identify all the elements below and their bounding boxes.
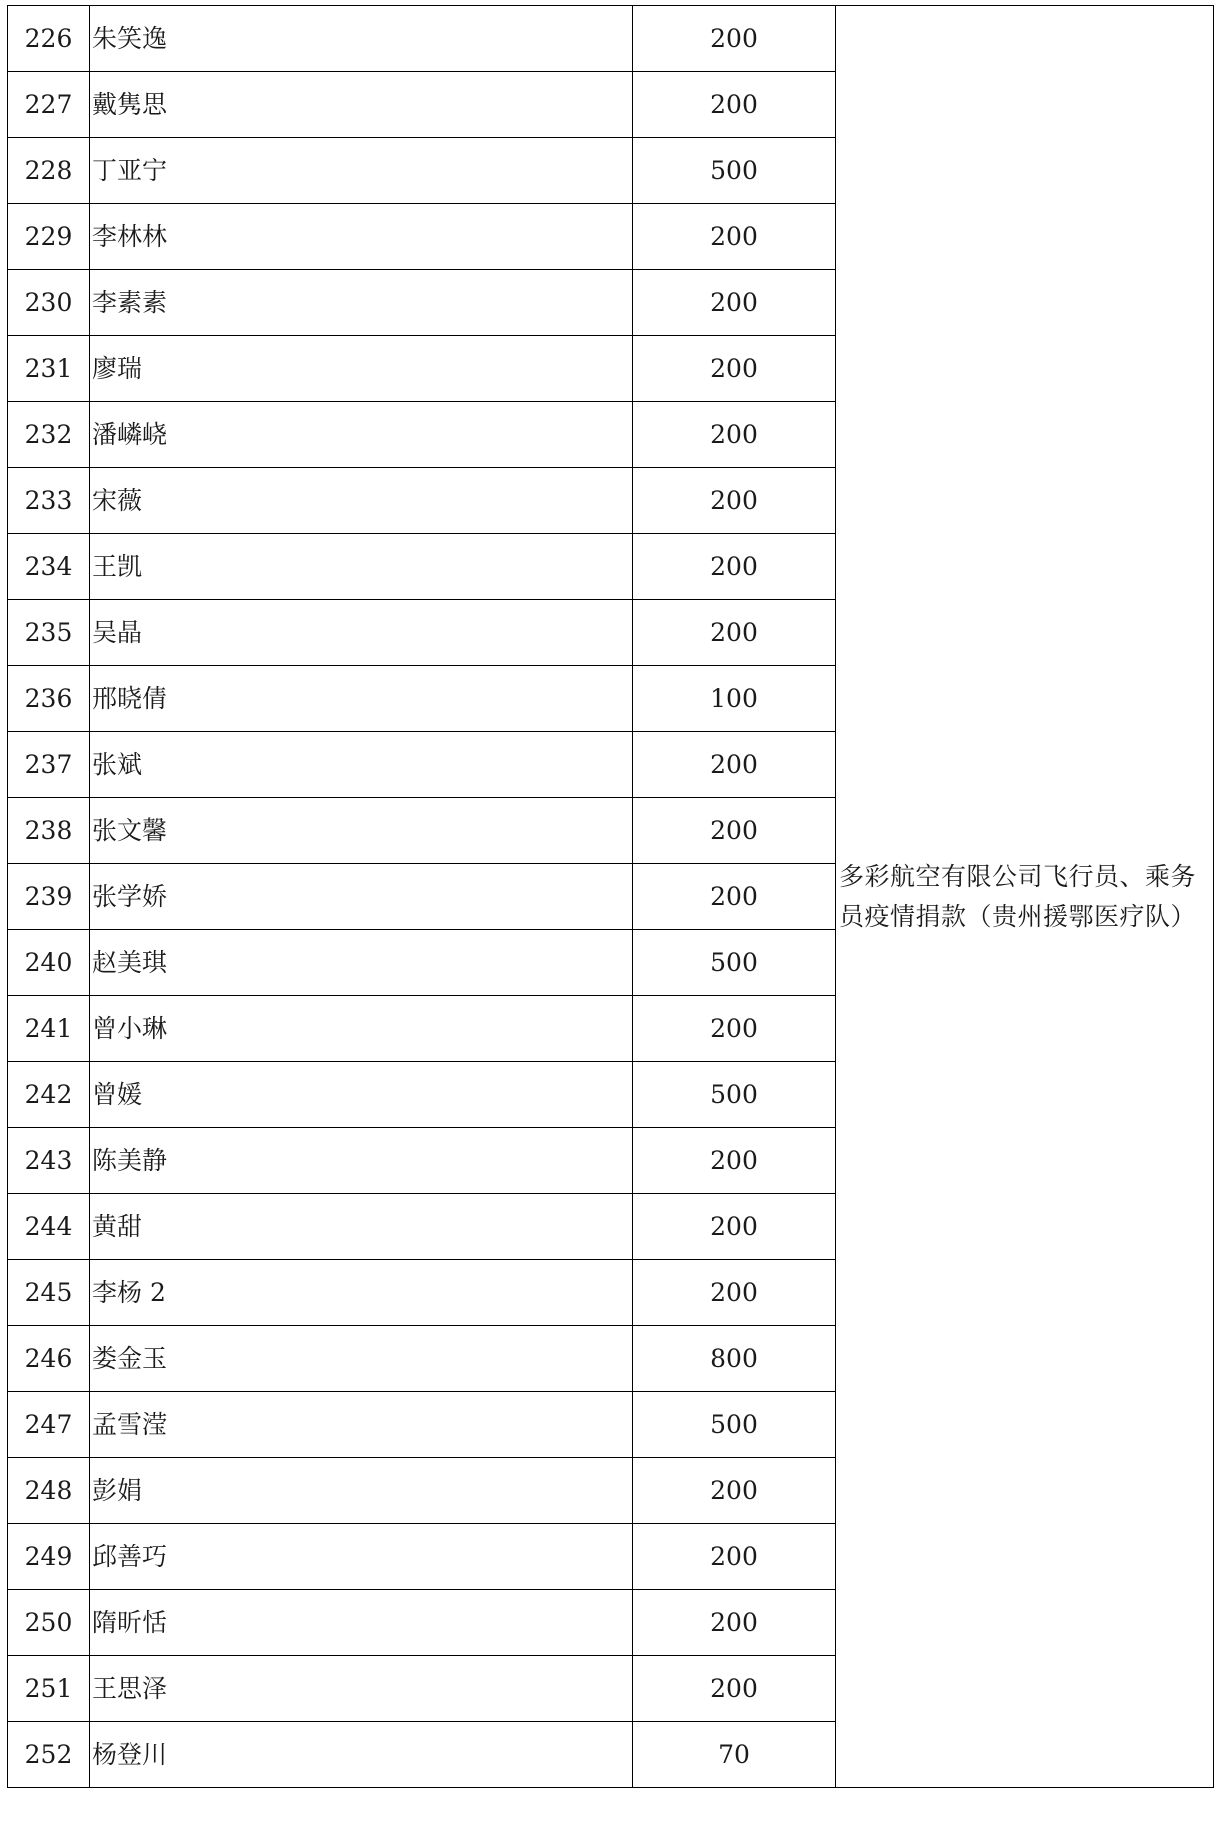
donation-amount: 200	[633, 6, 836, 72]
row-number: 242	[8, 1062, 90, 1128]
donation-amount: 500	[633, 1392, 836, 1458]
donor-name: 邱善巧	[90, 1524, 633, 1590]
donor-name: 潘嶙峣	[90, 402, 633, 468]
donation-amount: 500	[633, 1062, 836, 1128]
donation-amount: 200	[633, 534, 836, 600]
row-number: 231	[8, 336, 90, 402]
row-number: 240	[8, 930, 90, 996]
donation-amount: 500	[633, 930, 836, 996]
row-number: 249	[8, 1524, 90, 1590]
donor-name: 黄甜	[90, 1194, 633, 1260]
donation-amount: 800	[633, 1326, 836, 1392]
row-number: 246	[8, 1326, 90, 1392]
donation-amount: 200	[633, 204, 836, 270]
row-number: 230	[8, 270, 90, 336]
donor-name: 丁亚宁	[90, 138, 633, 204]
row-number: 238	[8, 798, 90, 864]
donor-name: 赵美琪	[90, 930, 633, 996]
donor-name: 杨登川	[90, 1722, 633, 1788]
donor-name: 隋昕恬	[90, 1590, 633, 1656]
row-number: 237	[8, 732, 90, 798]
donor-name: 张文馨	[90, 798, 633, 864]
donation-amount: 200	[633, 996, 836, 1062]
donation-amount: 200	[633, 1524, 836, 1590]
donor-name: 陈美静	[90, 1128, 633, 1194]
donation-amount: 200	[633, 1656, 836, 1722]
donation-amount: 200	[633, 336, 836, 402]
donor-name: 彭娟	[90, 1458, 633, 1524]
row-number: 239	[8, 864, 90, 930]
donation-amount: 500	[633, 138, 836, 204]
donor-name: 曾媛	[90, 1062, 633, 1128]
donation-amount: 200	[633, 468, 836, 534]
row-number: 245	[8, 1260, 90, 1326]
donation-amount: 200	[633, 270, 836, 336]
donation-amount: 200	[633, 1590, 836, 1656]
donor-name: 张斌	[90, 732, 633, 798]
donation-amount: 100	[633, 666, 836, 732]
donation-table-body	[8, 6, 1214, 1788]
donation-amount: 200	[633, 1260, 836, 1326]
donation-table	[7, 5, 1214, 1788]
donor-name: 王思泽	[90, 1656, 633, 1722]
donor-name: 王凯	[90, 534, 633, 600]
donor-name: 孟雪滢	[90, 1392, 633, 1458]
row-number: 241	[8, 996, 90, 1062]
row-number: 250	[8, 1590, 90, 1656]
row-number: 251	[8, 1656, 90, 1722]
row-number: 248	[8, 1458, 90, 1524]
row-number: 233	[8, 468, 90, 534]
donor-name: 邢晓倩	[90, 666, 633, 732]
donation-amount: 200	[633, 600, 836, 666]
row-number: 227	[8, 72, 90, 138]
donor-name: 廖瑞	[90, 336, 633, 402]
donation-amount: 200	[633, 798, 836, 864]
row-number: 252	[8, 1722, 90, 1788]
donor-name: 李林林	[90, 204, 633, 270]
donor-name: 娄金玉	[90, 1326, 633, 1392]
donation-amount: 200	[633, 1458, 836, 1524]
row-number: 232	[8, 402, 90, 468]
donation-note: 多彩航空有限公司飞行员、乘务员疫情捐款（贵州援鄂医疗队）	[836, 6, 1214, 1788]
donor-name: 张学娇	[90, 864, 633, 930]
donation-amount: 200	[633, 402, 836, 468]
row-number: 244	[8, 1194, 90, 1260]
document-page	[7, 5, 1213, 1830]
donor-name: 朱笑逸	[90, 6, 633, 72]
donor-name: 李素素	[90, 270, 633, 336]
donor-name: 曾小琳	[90, 996, 633, 1062]
donation-amount: 200	[633, 1194, 836, 1260]
donation-amount: 200	[633, 72, 836, 138]
donation-amount: 200	[633, 864, 836, 930]
donation-amount: 200	[633, 732, 836, 798]
row-number: 235	[8, 600, 90, 666]
row-number: 236	[8, 666, 90, 732]
row-number: 234	[8, 534, 90, 600]
row-number: 229	[8, 204, 90, 270]
donation-amount: 200	[633, 1128, 836, 1194]
row-number: 228	[8, 138, 90, 204]
donor-name: 吴晶	[90, 600, 633, 666]
donor-name: 李杨 2	[90, 1260, 633, 1326]
row-number: 243	[8, 1128, 90, 1194]
donation-amount: 70	[633, 1722, 836, 1788]
row-number: 247	[8, 1392, 90, 1458]
donor-name: 戴隽思	[90, 72, 633, 138]
table-row	[8, 6, 1214, 72]
donor-name: 宋薇	[90, 468, 633, 534]
row-number: 226	[8, 6, 90, 72]
